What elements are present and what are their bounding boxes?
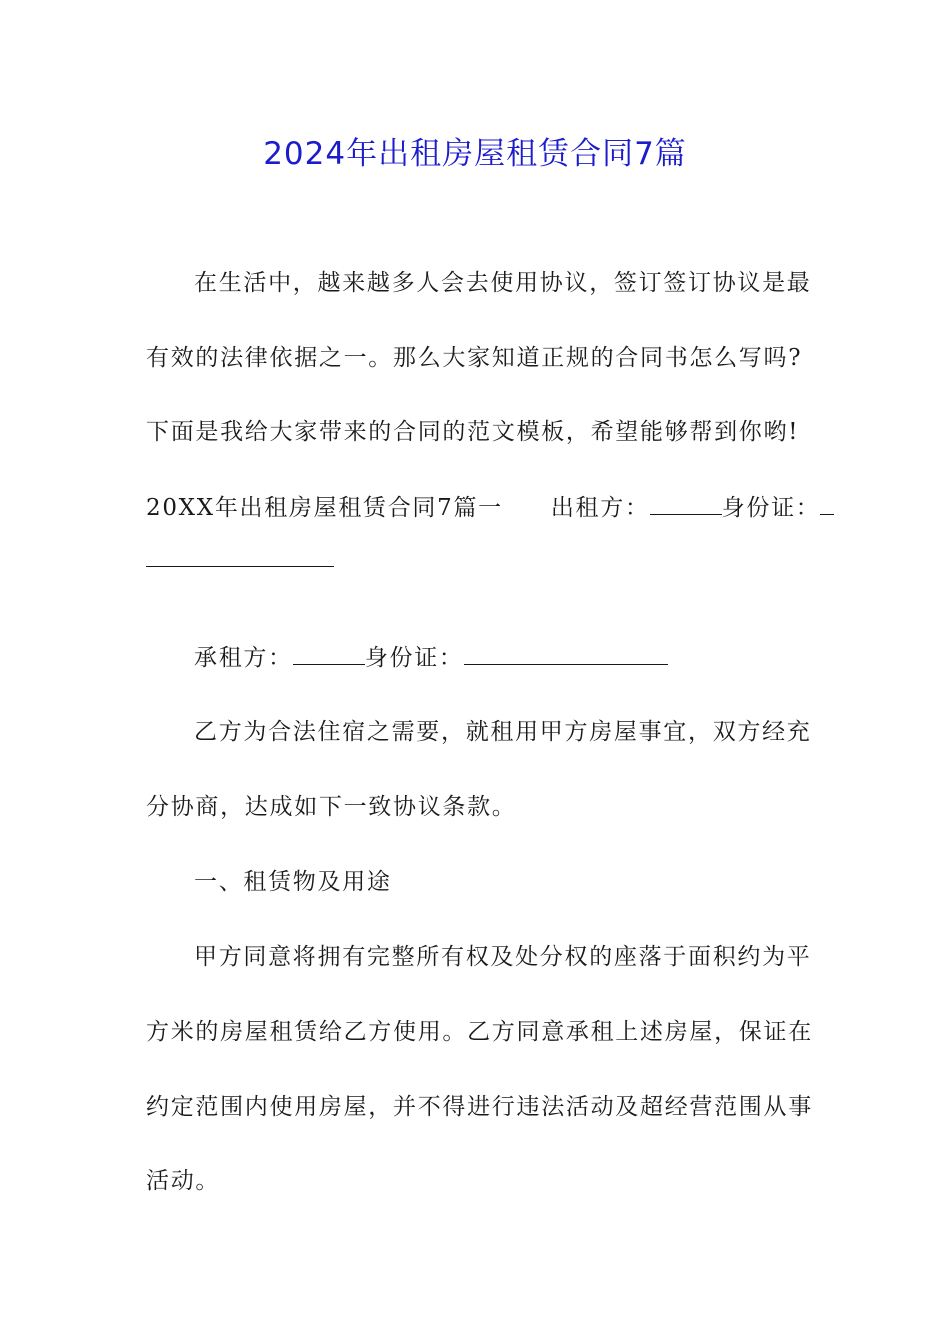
lessee-line bbox=[194, 640, 668, 676]
clause-line-4: 活动。 bbox=[146, 1168, 221, 1194]
page-title: 2024年出租房屋租赁合同7篇 bbox=[263, 136, 687, 172]
lessor-name-blank bbox=[650, 492, 722, 515]
purpose-line-1: 乙方为合法住宿之需要，就租用甲方房屋事宜，双方经充 bbox=[194, 719, 812, 745]
clause-line-1: 甲方同意将拥有完整所有权及处分权的座落于面积约为平 bbox=[194, 944, 812, 970]
intro-line-1: 在生活中，越来越多人会去使用协议，签订签订协议是最 bbox=[194, 270, 812, 296]
lessee-id-label: 身份证： bbox=[364, 645, 464, 671]
lessee-name-blank bbox=[293, 642, 365, 665]
contract-heading-line bbox=[146, 490, 834, 526]
lessee-id-blank bbox=[464, 642, 668, 665]
clause-line-2: 方米的房屋租赁给乙方使用。乙方同意承租上述房屋，保证在 bbox=[146, 1019, 813, 1045]
intro-line-3: 下面是我给大家带来的合同的范文模板，希望能够帮到你哟! bbox=[146, 419, 800, 445]
lessor-id-label: 身份证： bbox=[721, 495, 821, 521]
intro-line-2: 有效的法律依据之一。那么大家知道正规的合同书怎么写吗? bbox=[146, 345, 803, 371]
section-heading: 一、租赁物及用途 bbox=[194, 869, 392, 895]
lessee-label: 承租方： bbox=[194, 645, 293, 671]
lessor-label: 出租方： bbox=[550, 495, 650, 521]
lessor-id-blank-start bbox=[820, 492, 834, 515]
clause-line-3: 约定范围内使用房屋，并不得进行违法活动及超经营范围从事 bbox=[146, 1094, 813, 1120]
purpose-line-2: 分协商，达成如下一致协议条款。 bbox=[146, 794, 517, 820]
contract-heading: 20XX年出租房屋租赁合同7篇一 bbox=[146, 495, 503, 521]
lessor-id-blank-continued bbox=[146, 544, 334, 567]
